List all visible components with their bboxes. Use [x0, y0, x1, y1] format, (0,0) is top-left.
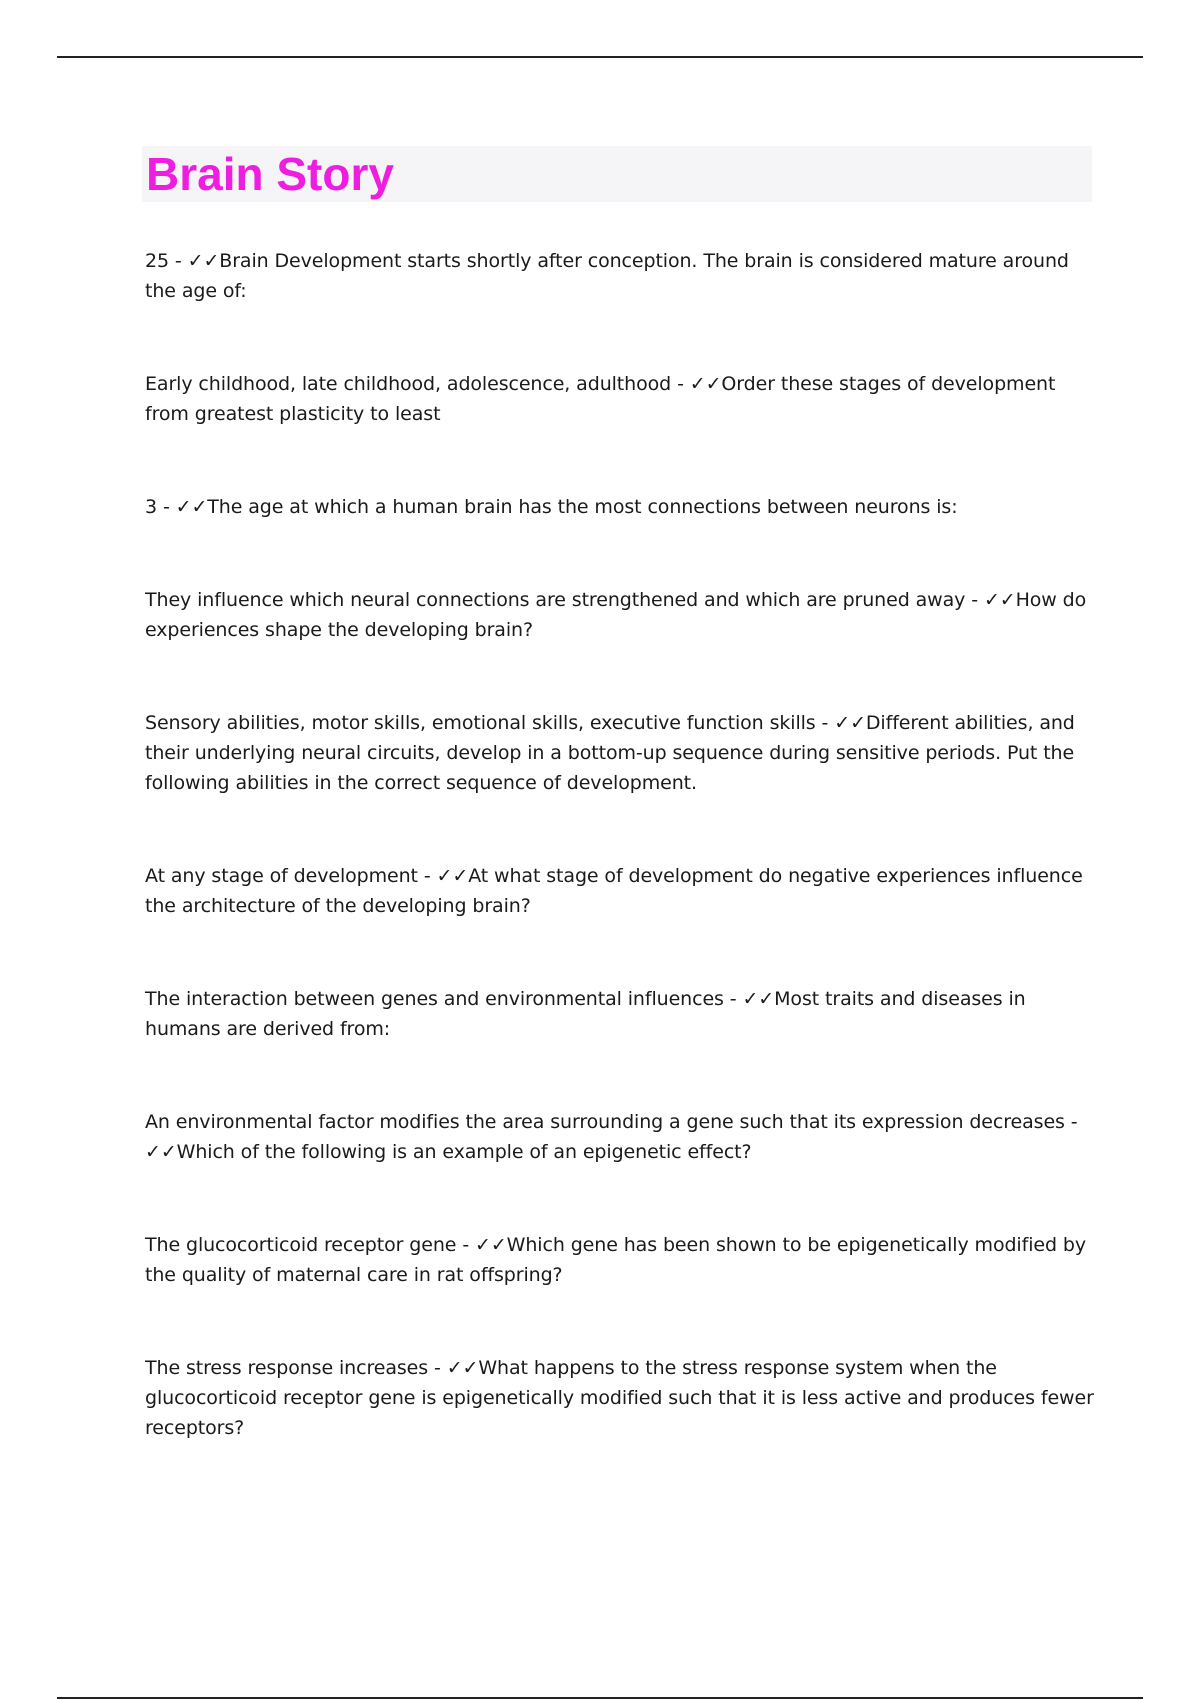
- qa-answer: 3: [145, 496, 157, 518]
- qa-separator: -: [456, 1234, 476, 1256]
- double-check-icon: ✓✓: [446, 1357, 479, 1379]
- qa-question: Different abilities, and their underlying neural circuits, develop in a bottom-up sequence during sensitive periods. Put the following abilities in the correct sequence of development.: [145, 712, 1075, 794]
- double-check-icon: ✓✓: [689, 373, 722, 395]
- qa-item: [145, 861, 1095, 921]
- qa-separator: -: [428, 1357, 447, 1379]
- qa-item: [145, 585, 1095, 645]
- double-check-icon: ✓✓: [834, 712, 866, 734]
- qa-question: How do experiences shape the developing brain?: [145, 589, 1087, 641]
- qa-question: Order these stages of development from greatest plasticity to least: [145, 373, 1056, 425]
- qa-answer: 25: [145, 250, 169, 272]
- qa-answer: They influence which neural connections are strengthened and which are pruned away: [145, 589, 966, 611]
- qa-item: [145, 1107, 1095, 1167]
- double-check-icon: ✓✓: [983, 589, 1016, 611]
- double-check-icon: ✓✓: [742, 988, 775, 1010]
- qa-separator: -: [671, 373, 690, 395]
- document-title: Brain Story: [146, 148, 394, 200]
- qa-separator: -: [723, 988, 743, 1010]
- qa-answer: An environmental factor modifies the area surrounding a gene such that its expression decreases: [145, 1111, 1065, 1133]
- double-check-icon: ✓✓: [187, 250, 220, 272]
- qa-answer: The stress response increases: [145, 1357, 429, 1379]
- qa-question: At what stage of development do negative experiences influence the architecture of the developing brain?: [145, 865, 1083, 917]
- qa-item: [145, 1230, 1095, 1290]
- footer-rule: [57, 1697, 1143, 1699]
- qa-question: What happens to the stress response system when the glucocorticoid receptor gene is epigenetically modified such that it is less active and produces fewer receptors?: [145, 1357, 1094, 1439]
- header-rule: [57, 56, 1143, 58]
- qa-question: The age at which a human brain has the most connections between neurons is:: [207, 496, 958, 518]
- qa-answer: Early childhood, late childhood, adolescence, adulthood: [145, 373, 672, 395]
- qa-question: Which of the following is an example of an epigenetic effect?: [176, 1141, 752, 1163]
- qa-question: Which gene has been shown to be epigenetically modified by the quality of maternal care in rat offspring?: [145, 1234, 1086, 1286]
- qa-item: [145, 984, 1095, 1044]
- qa-item: [145, 1353, 1095, 1443]
- double-check-icon: ✓✓: [475, 1234, 507, 1256]
- qa-question: Most traits and diseases in humans are derived from:: [145, 988, 1026, 1040]
- qa-answer: At any stage of development: [145, 865, 418, 887]
- qa-separator: -: [417, 865, 437, 887]
- qa-separator: -: [965, 589, 984, 611]
- qa-item: [145, 246, 1095, 306]
- qa-item: [145, 708, 1095, 798]
- double-check-icon: ✓✓: [175, 496, 208, 518]
- double-check-icon: ✓✓: [145, 1141, 177, 1163]
- qa-item: [145, 369, 1095, 429]
- double-check-icon: ✓✓: [436, 865, 469, 887]
- qa-item: [145, 492, 1095, 522]
- qa-separator: -: [815, 712, 835, 734]
- qa-question: Brain Development starts shortly after conception. The brain is considered mature around the age of:: [145, 250, 1069, 302]
- qa-separator: -: [157, 496, 176, 518]
- qa-answer: The interaction between genes and environmental influences: [145, 988, 724, 1010]
- qa-separator: -: [1064, 1111, 1078, 1133]
- qa-separator: -: [168, 250, 188, 272]
- qa-answer: Sensory abilities, motor skills, emotional skills, executive function skills: [145, 712, 816, 734]
- qa-list: [145, 246, 1095, 1506]
- qa-answer: The glucocorticoid receptor gene: [145, 1234, 457, 1256]
